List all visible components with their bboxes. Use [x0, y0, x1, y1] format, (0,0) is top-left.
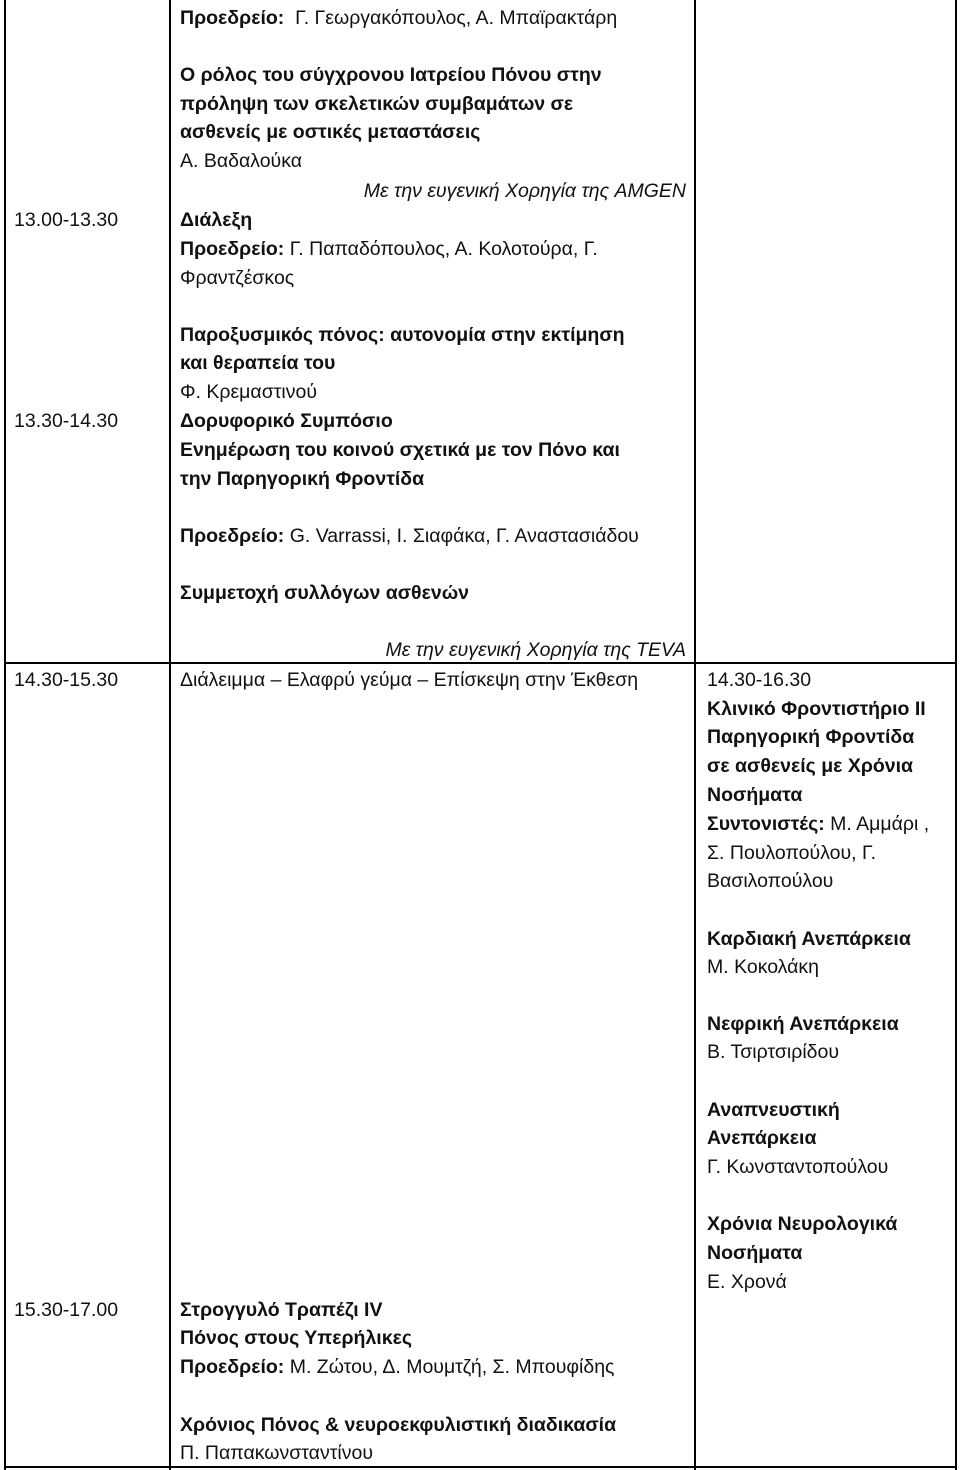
workshop-topic: Χρόνια Νευρολογικά — [707, 1213, 898, 1235]
sponsor-note: Με την ευγενική Χορηγία της AMGEN — [363, 180, 686, 202]
satellite-title: Δορυφορικό Συμπόσιο — [180, 410, 393, 432]
chair-line — [180, 1353, 614, 1382]
table-border-left — [4, 0, 6, 1470]
talk-title: Χρόνιος Πόνος & νευροεκφυλιστική διαδικασία — [180, 1414, 617, 1436]
talk-title: Παροξυσμικός πόνος: αυτονομία στην εκτίμηση — [180, 324, 625, 346]
workshop-title: Νοσήματα — [707, 784, 803, 806]
chair-names: G. Varrassi, Ι. Σιαφάκα, Γ. Αναστασιάδου — [289, 525, 639, 547]
chair-names: Γ. Παπαδόπουλος, Α. Κολοτούρα, Γ. — [289, 238, 598, 260]
sponsor-note: Με την ευγενική Χορηγία της TEVA — [385, 639, 686, 661]
satellite-subtitle: Ενημέρωση του κοινού σχετικά με τον Πόνο και — [180, 439, 620, 461]
workshop-title: Κλινικό Φροντιστήριο ΙΙ — [707, 698, 926, 720]
talk-speaker: Φ. Κρεμαστινού — [180, 381, 318, 403]
chair-label: Προεδρείο: — [180, 1356, 285, 1378]
workshop-topic: Καρδιακή Ανεπάρκεια — [707, 928, 911, 950]
roundtable-subtitle: Πόνος στους Υπερήλικες — [180, 1327, 412, 1349]
break-note: Διάλειμμα – Ελαφρύ γεύμα – Επίσκεψη στην Έκθεση — [180, 669, 639, 691]
workshop-speaker: Γ. Κωνσταντοπούλου — [707, 1156, 889, 1178]
roundtable-title: Στρογγυλό Τραπέζι IV — [180, 1299, 383, 1321]
talk-speaker: Π. Παπακωνσταντίνου — [180, 1442, 373, 1464]
talk-title: πρόληψη των σκελετικών συμβαμάτων σε — [180, 93, 574, 115]
coordinators-label: Συντονιστές: — [707, 813, 825, 835]
table-border-bottom — [4, 1466, 957, 1468]
talk-title: και θεραπεία του — [180, 352, 336, 374]
table-divider-1 — [169, 0, 171, 1470]
time-slot: 13.00-13.30 — [14, 209, 119, 231]
workshop-topic: Αναπνευστική — [707, 1099, 840, 1121]
table-border-right — [955, 0, 957, 1470]
workshop-title: σε ασθενείς με Χρόνια — [707, 755, 914, 777]
chair-names: Γ. Γεωργακόπουλος, Α. Μπαϊρακτάρη — [295, 7, 618, 29]
talk-title: ασθενείς με οστικές μεταστάσεις — [180, 121, 481, 143]
chair-label: Προεδρείο: — [180, 238, 285, 260]
workshop-speaker: Μ. Κοκολάκη — [707, 956, 820, 978]
participation-note: Συμμετοχή συλλόγων ασθενών — [180, 582, 470, 604]
talk-title: Ο ρόλος του σύγχρονου Ιατρείου Πόνου στην — [180, 64, 602, 86]
table-divider-2 — [694, 0, 696, 1470]
workshop-topic: Νεφρική Ανεπάρκεια — [707, 1013, 899, 1035]
workshop-time: 14.30-16.30 — [707, 669, 812, 691]
workshop-topic: Νοσήματα — [707, 1242, 803, 1264]
satellite-subtitle: την Παρηγορική Φροντίδα — [180, 468, 425, 490]
chair-line — [180, 522, 639, 551]
time-slot: 14.30-15.30 — [14, 669, 119, 691]
workshop-speaker: Ε. Χρονά — [707, 1271, 787, 1293]
talk-speaker: Α. Βαδαλούκα — [180, 150, 302, 172]
chair-line — [180, 235, 598, 264]
coordinators-names: Σ. Πουλοπούλου, Γ. — [707, 842, 877, 864]
chair-names: Μ. Ζώτου, Δ. Μουμτζή, Σ. Μπουφίδης — [289, 1356, 615, 1378]
coordinators-line — [707, 810, 929, 839]
workshop-speaker: Β. Τσιρτσιρίδου — [707, 1041, 840, 1063]
coordinators-names: Μ. Αμμάρι , — [830, 813, 930, 835]
chair-names: Φραντζέσκος — [180, 267, 295, 289]
workshop-title: Παρηγορική Φροντίδα — [707, 726, 915, 748]
chair-label: Προεδρείο: — [180, 7, 285, 29]
coordinators-names: Βασιλοπούλου — [707, 870, 834, 892]
time-slot: 13.30-14.30 — [14, 410, 119, 432]
workshop-topic: Ανεπάρκεια — [707, 1127, 817, 1149]
time-slot: 15.30-17.00 — [14, 1299, 119, 1321]
lecture-title: Διάλεξη — [180, 209, 253, 231]
chair-line — [180, 4, 617, 33]
chair-label: Προεδρείο: — [180, 525, 285, 547]
